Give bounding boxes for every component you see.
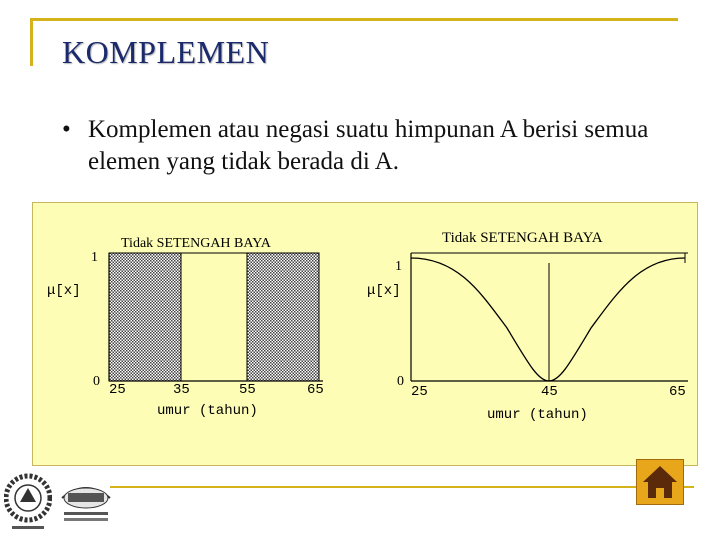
graphs-svg (33, 203, 697, 465)
x-tick: 25 (411, 384, 428, 400)
x-tick: 25 (109, 382, 126, 398)
y-axis-label: μ[x] (47, 283, 81, 299)
y-tick-0: 0 (93, 374, 100, 389)
x-tick: 45 (541, 384, 558, 400)
right-graph (367, 230, 688, 423)
x-tick: 55 (239, 382, 256, 398)
left-graph (47, 236, 324, 419)
x-axis-label: umur (tahun) (157, 403, 258, 419)
left-accent-line (30, 18, 33, 66)
bullet-item (62, 114, 682, 178)
bullet-text: Komplemen atau negasi suatu himpunan A berisi semua elemen yang tidak berada di A. (88, 116, 649, 175)
top-accent-line (30, 18, 678, 21)
shaded-region-left (109, 253, 181, 381)
y-tick-1: 1 (91, 250, 98, 265)
left-graph-title: Tidak SETENGAH BAYA (121, 236, 271, 251)
y-axis-label: μ[x] (367, 283, 401, 299)
shaded-region-right (247, 253, 319, 381)
membership-curve (411, 258, 685, 381)
graph-panel (32, 202, 698, 466)
home-icon (637, 460, 683, 504)
x-tick: 65 (307, 382, 324, 398)
slide-title: KOMPLEMEN (62, 34, 270, 70)
university-logo (4, 468, 52, 534)
right-graph-title: Tidak SETENGAH BAYA (442, 230, 603, 246)
x-tick: 35 (173, 382, 190, 398)
y-tick-1: 1 (395, 259, 402, 274)
bottom-accent-line (110, 486, 694, 488)
x-tick: 65 (669, 384, 686, 400)
home-button[interactable] (636, 459, 684, 505)
x-axis-label: umur (tahun) (487, 407, 588, 423)
y-tick-0: 0 (397, 374, 404, 389)
tuv-certification-logo (58, 478, 114, 528)
bullet-symbol: • (62, 116, 71, 143)
